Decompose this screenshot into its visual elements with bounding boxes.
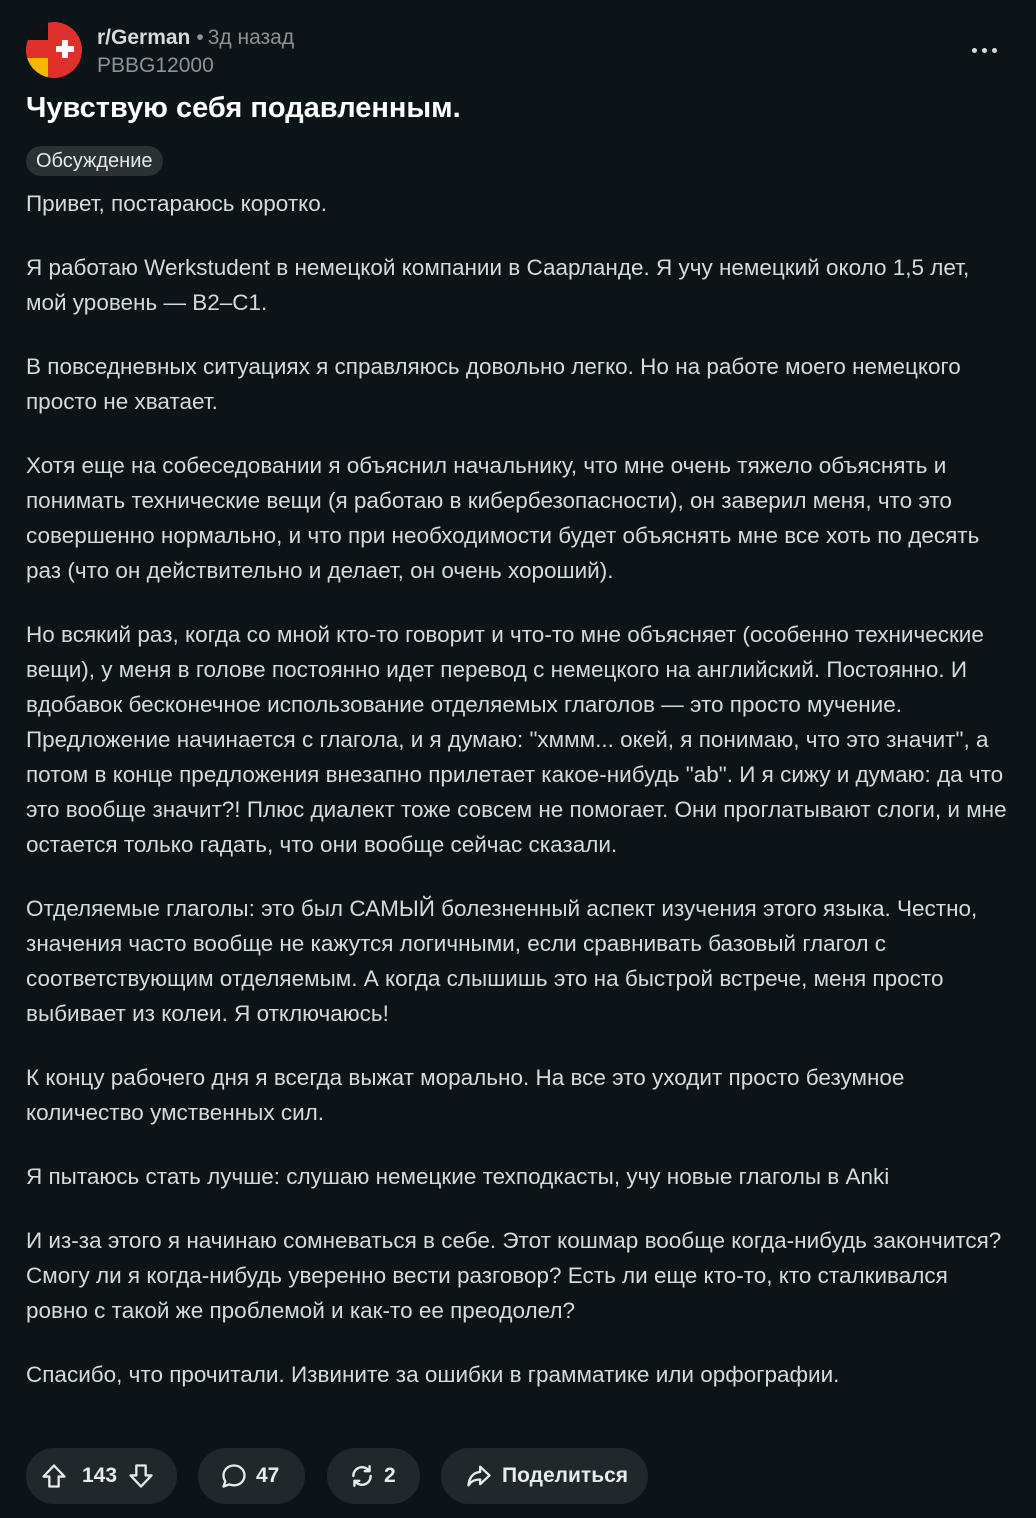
share-arrow-icon [465,1462,493,1490]
post-time: 3д назад [207,26,295,49]
body-paragraph: Я пытаюсь стать лучше: слушаю немецкие техподкасты, учу новые глаголы в Anki [26,1164,890,1189]
post-header [26,22,1006,80]
downvote-arrow-icon[interactable] [127,1462,155,1490]
body-paragraph: Хотя еще на собеседовании я объяснил начальнику, что мне очень тяжело объяснять и понимать технические вещи (я работаю в кибербезопасности), он заверил меня, что это совершенно нормально, и что при необходимости будет объяснять мне все хоть по десять раз (что он действительно и делает, он очень хороший). [26,453,980,583]
action-bar [26,1448,1016,1504]
body-paragraph: И из-за этого я начинаю сомневаться в себе. Этот кошмар вообще когда-нибудь закончится? Смогу ли я когда-нибудь уверенно вести разговор? Есть ли еще кто-то, кто сталкивался ровно с такой же проблемой и как-то ее преодолел? [26,1228,1002,1323]
post-body [26,186,1010,1421]
post-author[interactable]: PBBG12000 [97,54,214,77]
share-label: Поделиться [502,1464,629,1487]
vote-count: 143 [82,1464,118,1487]
comment-bubble-icon [220,1462,248,1490]
body-paragraph: В повседневных ситуациях я справляюсь довольно легко. Но на работе моего немецкого просто не хватает. [26,354,961,414]
body-paragraph: Я работаю Werkstudent в немецкой компании в Саарланде. Я учу немецкий около 1,5 лет, мой уровень — B2–C1. [26,255,970,315]
body-paragraph: Привет, постараюсь коротко. [26,191,327,216]
swiss-german-flag-avatar-icon [26,22,82,78]
more-options-button[interactable] [962,34,1006,66]
comments-button[interactable] [198,1448,305,1504]
body-paragraph: К концу рабочего дня я всегда выжат морально. На все это уходит просто безумное количество умственных сил. [26,1065,905,1125]
subreddit-name[interactable]: r/German [97,26,191,49]
subreddit-line [97,25,294,51]
share-button[interactable] [441,1448,648,1504]
post-title: Чувствую себя подавленным. [26,92,461,124]
vote-control [26,1448,177,1504]
body-paragraph: Отделяемые глаголы: это был САМЫЙ болезненный аспект изучения этого языка. Честно, значения часто вообще не кажутся логичными, если сравнивать базовый глагол с соответствующим отделяемым. А когда слышишь это на быстрой встрече, меня просто выбивает из колеи. Я отключаюсь! [26,896,978,1026]
repost-count: 2 [384,1464,396,1487]
repost-icon [349,1463,375,1489]
body-paragraph: Спасибо, что прочитали. Извините за ошибки в грамматике или орфографии. [26,1362,840,1387]
comment-count: 47 [256,1464,280,1487]
more-horizontal-icon [972,48,977,53]
meta-separator: • [196,26,204,49]
body-paragraph: Но всякий раз, когда со мной кто-то говорит и что-то мне объясняет (особенно технические вещи), у меня в голове постоянно идет перевод с немецкого на английский. Постоянно. И вдобавок бесконечное использование отделяемых глаголов — это просто мучение. Предложение начинается с глагола, и я думаю: "хммм... окей, я понимаю, что это значит", а потом в конце предложения внезапно прилетает какое-нибудь "ab". И я сижу и думаю: да что это вообще значит?! Плюс диалект тоже совсем не помогает. Они проглатывают слоги, и мне остается только гадать, что они вообще сейчас сказали. [26,622,1007,857]
upvote-arrow-icon[interactable] [40,1462,68,1490]
subreddit-avatar[interactable] [26,22,82,78]
post-flair[interactable]: Обсуждение [26,146,163,176]
repost-button[interactable] [327,1448,420,1504]
